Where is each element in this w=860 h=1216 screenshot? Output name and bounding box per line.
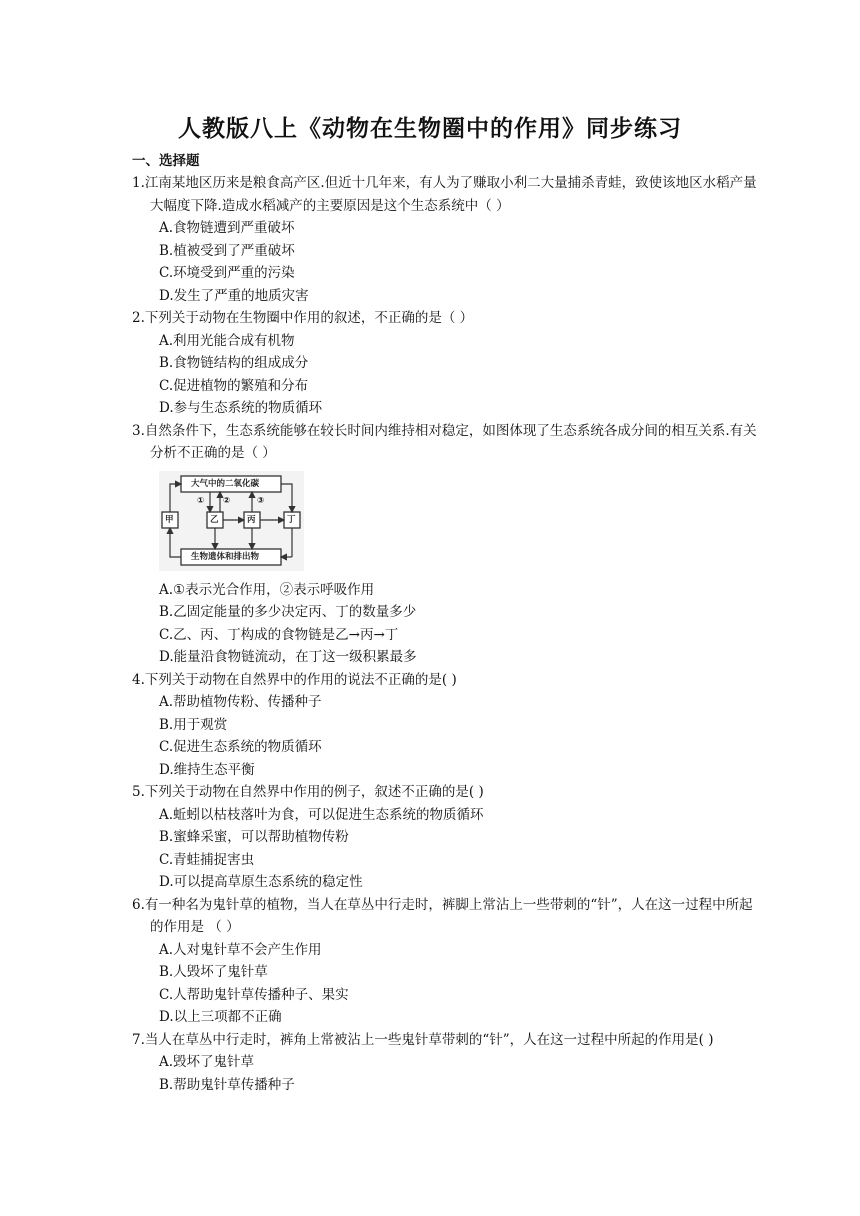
option-d: D.以上三项都不正确 bbox=[159, 1009, 282, 1025]
arrow-label-3: ③ bbox=[257, 495, 265, 506]
question-stem: 7.当人在草丛中行走时，裤角上常被沾上一些鬼针草带刺的“针”，人在这一过程中所起的作用是( ) bbox=[132, 1031, 714, 1048]
arrow-label-1: ① bbox=[197, 495, 205, 506]
option-a: A.食物链遭到严重破坏 bbox=[159, 220, 295, 236]
option-a: A.帮助植物传粉、传播种子 bbox=[159, 694, 322, 710]
node-bing: 丙 bbox=[247, 514, 256, 525]
question-5 bbox=[132, 781, 762, 894]
section-heading: 一、选择题 bbox=[132, 153, 200, 169]
option-b: B.蜜蜂采蜜，可以帮助植物传粉 bbox=[159, 829, 349, 845]
node-ding: 丁 bbox=[287, 514, 296, 525]
option-a: A.蚯蚓以枯枝落叶为食，可以促进生态系统的物质循环 bbox=[159, 806, 484, 823]
option-c: C.环境受到严重的污染 bbox=[159, 265, 295, 281]
question-1 bbox=[132, 172, 762, 307]
question-4 bbox=[132, 669, 762, 782]
option-d: D.发生了严重的地质灾害 bbox=[159, 287, 309, 304]
option-b: B.帮助鬼针草传播种子 bbox=[159, 1076, 295, 1093]
ecosystem-diagram bbox=[159, 471, 304, 571]
option-c: C.促进植物的繁殖和分布 bbox=[159, 377, 309, 394]
option-c: C.促进生态系统的物质循环 bbox=[159, 739, 322, 755]
option-b: B.乙固定能量的多少决定丙、丁的数量多少 bbox=[159, 604, 417, 620]
option-a: A.利用光能合成有机物 bbox=[159, 332, 295, 349]
option-b: B.食物链结构的组成成分 bbox=[159, 355, 309, 371]
co2-label: 大气中的二氧化碳 bbox=[191, 478, 260, 489]
question-2 bbox=[132, 307, 762, 420]
question-stem: 2.下列关于动物在生物圈中作用的叙述，不正确的是（ ） bbox=[132, 310, 474, 326]
option-c: C.乙、丙、丁构成的食物链是乙→丙→丁 bbox=[159, 626, 399, 643]
question-stem: 4.下列关于动物在自然界中的作用的说法不正确的是( ) bbox=[132, 671, 457, 688]
node-jia: 甲 bbox=[165, 514, 174, 525]
option-a: A.人对鬼针草不会产生作用 bbox=[159, 941, 322, 958]
page-title: 人教版八上《动物在生物圈中的作用》同步练习 bbox=[178, 116, 682, 142]
option-d: D.能量沿食物链流动，在丁这一级积累最多 bbox=[159, 649, 417, 665]
option-c: C.人帮助鬼针草传播种子、果实 bbox=[159, 986, 349, 1003]
question-7 bbox=[132, 1029, 762, 1097]
arrow-label-2: ② bbox=[223, 495, 231, 506]
remains-label: 生物遗体和排出物 bbox=[191, 551, 260, 562]
option-d: D.参与生态系统的物质循环 bbox=[159, 400, 323, 416]
question-6 bbox=[132, 894, 762, 1029]
option-d: D.维持生态平衡 bbox=[159, 761, 255, 778]
question-stem: 3.自然条件下，生态系统能够在较长时间内维持相对稳定，如图体现了生态系统各成分间的相互关系.有关分析不正确的是（ ） bbox=[132, 422, 757, 461]
option-a: A.①表示光合作用，②表示呼吸作用 bbox=[159, 581, 375, 598]
option-b: B.用于观赏 bbox=[159, 716, 228, 733]
question-list bbox=[132, 172, 762, 1096]
option-c: C.青蛙捕捉害虫 bbox=[159, 851, 255, 868]
question-stem: 1.江南某地区历来是粮食高产区.但近十几年来，有人为了赚取小利二大量捕杀青蛙，致使该地区水稻产量大幅度下降.造成水稻减产的主要原因是这个生态系统中（ ） bbox=[132, 175, 757, 214]
option-d: D.可以提高草原生态系统的稳定性 bbox=[159, 874, 363, 890]
option-b: B.植被受到了严重破坏 bbox=[159, 242, 295, 259]
option-a: A.毁坏了鬼针草 bbox=[159, 1054, 255, 1070]
question-stem: 6.有一种名为鬼针草的植物，当人在草丛中行走时，裤脚上常沾上一些带刺的“针”，人在这一过程中所起的作用是 （ ） bbox=[132, 896, 753, 935]
option-b: B.人毁坏了鬼针草 bbox=[159, 964, 268, 980]
question-3 bbox=[132, 420, 762, 669]
question-stem: 5.下列关于动物在自然界中作用的例子，叙述不正确的是( ) bbox=[132, 784, 484, 800]
node-yi: 乙 bbox=[210, 514, 219, 525]
